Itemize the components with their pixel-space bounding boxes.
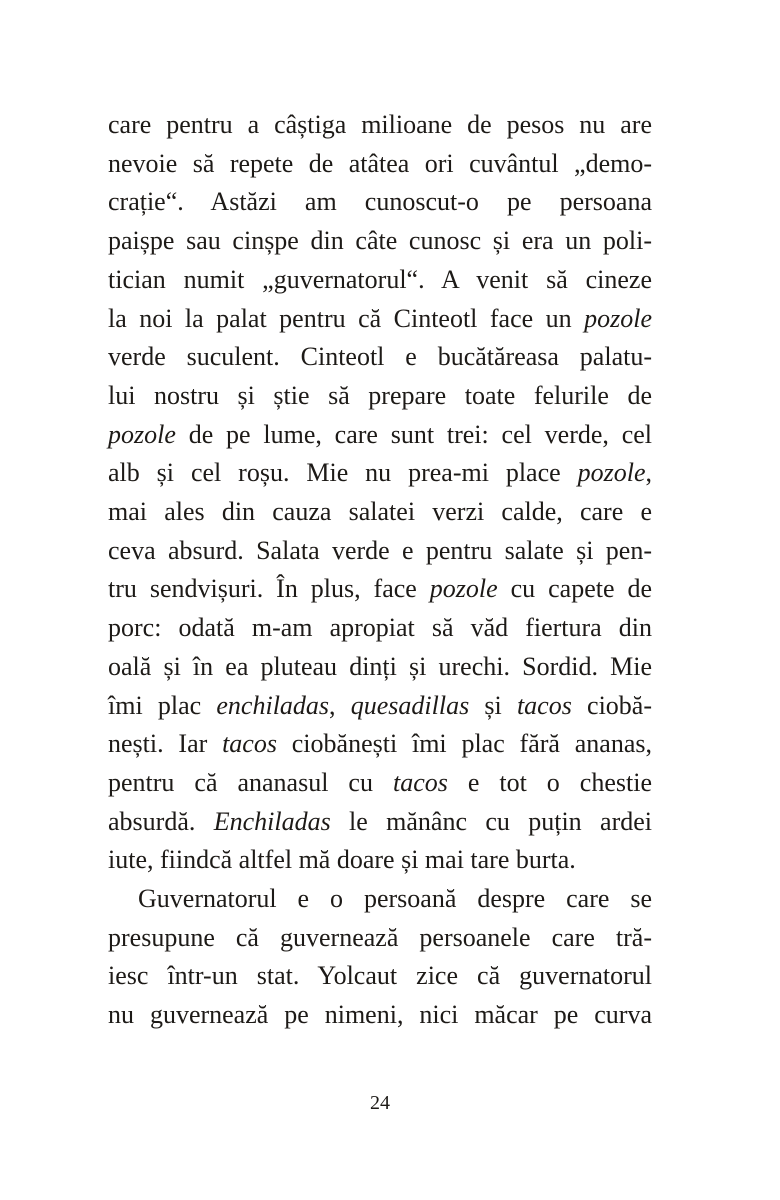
- text-segment: la noi la palat pentru că Cinteotl face un: [108, 303, 585, 333]
- text-segment: iesc într-un stat. Yolcaut zice că guvernatorul: [108, 961, 652, 991]
- text-segment: ,: [329, 690, 351, 720]
- italic-term: tacos: [392, 767, 448, 797]
- text-segment: verde suculent. Cinteotl e bucătăreasa palatu-: [108, 342, 652, 372]
- text-line: [108, 764, 652, 803]
- text-segment: crație“. Astăzi am cunoscut-o pe persoana: [108, 187, 652, 217]
- text-segment: tru sendvișuri. În plus, face: [108, 574, 430, 604]
- text-line: [108, 454, 652, 493]
- italic-term: pozole: [429, 574, 498, 604]
- text-segment: nevoie să repete de atâtea ori cuvântul „demo-: [108, 148, 652, 178]
- text-segment: ,: [645, 458, 652, 488]
- text-line: [108, 106, 652, 145]
- text-line: [108, 648, 652, 687]
- text-line: [108, 261, 652, 300]
- text-line: [108, 377, 652, 416]
- text-line: [108, 687, 652, 726]
- text-segment: nești. Iar: [108, 729, 223, 759]
- text-segment: cu capete de: [497, 574, 652, 604]
- text-line: [108, 300, 652, 339]
- text-segment: de pe lume, care sunt trei: cel verde, cel: [175, 419, 652, 449]
- text-line: [108, 841, 652, 880]
- text-line: [108, 570, 652, 609]
- text-segment: porc: odată m-am apropiat să văd fiertura din: [108, 613, 652, 643]
- text-segment: alb și cel roșu. Mie nu prea-mi place: [108, 458, 578, 488]
- text-line: [108, 725, 652, 764]
- italic-term: tacos: [222, 729, 277, 759]
- text-segment: lui nostru și știe să prepare toate felurile de: [108, 380, 652, 410]
- text-segment: și: [469, 690, 517, 720]
- italic-term: pozole: [108, 419, 176, 449]
- italic-term: tacos: [516, 690, 572, 720]
- text-line: [108, 880, 652, 919]
- text-segment: care pentru a câștiga milioane de pesos nu are: [108, 110, 652, 139]
- text-line: [108, 532, 652, 571]
- text-segment: ciobă-: [571, 690, 653, 720]
- text-line: [108, 609, 652, 648]
- text-line: [108, 183, 652, 222]
- text-segment: tician numit „guvernatorul“. A venit să cineze: [108, 264, 652, 294]
- text-line: [108, 957, 652, 996]
- body-text: [108, 106, 652, 1035]
- text-line: [108, 416, 652, 455]
- text-segment: pentru că ananasul cu: [108, 767, 393, 797]
- italic-term: pozole: [577, 458, 646, 488]
- text-line: [108, 145, 652, 184]
- text-segment: e tot o chestie: [447, 767, 652, 797]
- text-line: [108, 996, 652, 1035]
- text-segment: ciobănești îmi plac fără ananas,: [276, 729, 652, 759]
- text-line: [108, 919, 652, 958]
- text-segment: paișpe sau cinșpe din câte cunosc și era un poli-: [108, 226, 652, 256]
- italic-term: quesadillas: [350, 690, 470, 720]
- italic-term: pozole: [584, 303, 652, 333]
- text-segment: presupune că guvernează persoanele care tră-: [108, 922, 652, 952]
- text-segment: oală și în ea pluteau dinți și urechi. Sordid. Mie: [108, 651, 652, 681]
- text-line: [108, 493, 652, 532]
- text-line: [108, 803, 652, 842]
- text-segment: nu guvernează pe nimeni, nici măcar pe curva: [108, 1000, 652, 1030]
- page-number: 24: [370, 1092, 390, 1114]
- text-segment: absurdă.: [108, 806, 214, 836]
- text-segment: ceva absurd. Salata verde e pentru salate și pen-: [108, 535, 652, 565]
- text-line: [108, 338, 652, 377]
- text-segment: iute, fiindcă altfel mă doare și mai tare burta.: [108, 845, 576, 875]
- text-segment: Guvernatorul e o persoană despre care se: [138, 884, 652, 914]
- italic-term: enchiladas: [216, 690, 330, 720]
- text-segment: îmi plac: [108, 690, 217, 720]
- italic-term: Enchiladas: [213, 806, 331, 836]
- text-segment: le mănânc cu puțin ardei: [330, 806, 652, 836]
- text-segment: mai ales din cauza salatei verzi calde, care e: [108, 497, 652, 527]
- text-line: [108, 222, 652, 261]
